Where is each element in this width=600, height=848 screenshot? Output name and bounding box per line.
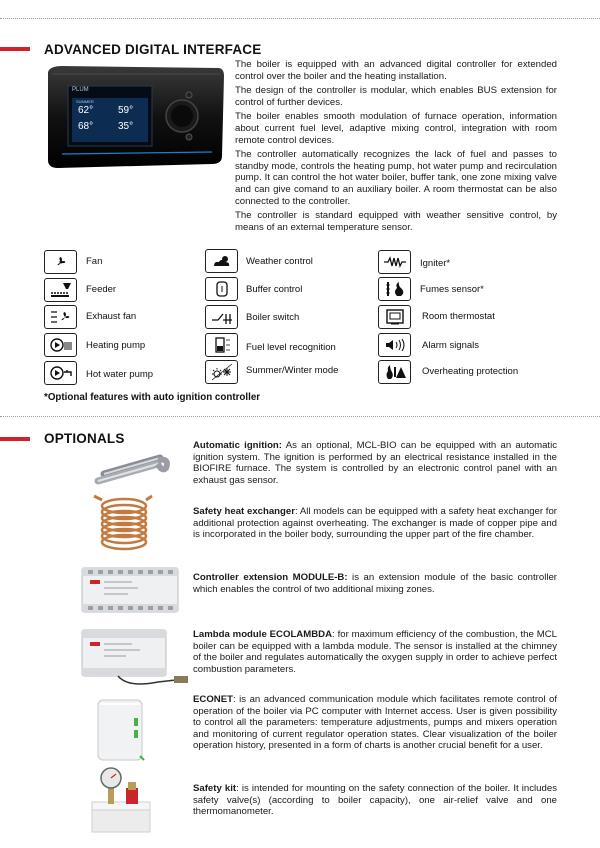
exhaust-fan-icon xyxy=(44,305,77,329)
module-b-image xyxy=(78,564,182,616)
icon-label-fumes-sensor: Fumes sensor* xyxy=(420,284,484,295)
icon-label-igniter: Igniter* xyxy=(420,258,451,269)
fumes-sensor-icon xyxy=(378,277,411,301)
optional-text: : for maximum efficiency of the combustion, the MCL boiler can be equipped with a lambda module. The sensor is installed at the chimney of the boiler and regulates automatically the oxygen supply in order to achieve perfect combustion parameters. xyxy=(193,629,557,675)
display-mode: SUMMER xyxy=(76,99,94,104)
icon-label-alarm-signals: Alarm signals xyxy=(422,340,480,351)
fan-icon xyxy=(44,250,77,274)
weather-control-icon xyxy=(205,249,238,273)
safety-kit-image xyxy=(88,766,154,836)
fuel-level-icon xyxy=(205,333,238,357)
icon-label-summer-winter: Summer/Winter mode xyxy=(246,365,339,376)
optional-heading: Controller extension MODULE-B: xyxy=(193,572,348,583)
footnote: *Optional features with auto ignition controller xyxy=(44,392,261,403)
optional-text: : is an advanced communication module which facilitates remote control of operation of the boiler via PC computer with Internet access. User is given possibility to control all the parameters: temperature adjustments, pumps and mixers operation and monitoring of current regulator operation states. Clear visualization of the boiler operation history, presented in a form of charts is another crucial benefit for a user. xyxy=(193,694,557,752)
feeder-icon xyxy=(44,278,77,302)
paragraph: The design of the controller is modular, which enables BUS extension for control of further devices. xyxy=(235,85,557,108)
ignition-resistance-image xyxy=(88,448,178,488)
controller-brand: PLUM xyxy=(72,87,89,93)
optional-ecolambda xyxy=(193,629,557,675)
optional-heading: Automatic ignition: xyxy=(193,440,282,451)
hot-water-pump-icon xyxy=(44,361,77,385)
optional-heading: Safety heat exchanger xyxy=(193,506,295,517)
alarm-signals-icon xyxy=(378,333,411,357)
display-temp-4: 35° xyxy=(118,121,134,132)
optional-safety-kit xyxy=(193,783,557,818)
optional-text: is an extension module of the basic controller which enables the control of two additional mixing zones. xyxy=(193,572,557,595)
display-temp-3: 68° xyxy=(78,121,94,132)
icon-label-boiler-switch: Boiler switch xyxy=(246,312,300,323)
optional-heading: Lambda module ECOLAMBDA xyxy=(193,629,333,640)
icon-label-heating-pump: Heating pump xyxy=(86,340,146,351)
paragraph: The boiler enables smooth modulation of furnace operation, information about current fuel level, adaptive mixing control, integration with room remote control devices. xyxy=(235,111,557,146)
display-temp-2: 59° xyxy=(118,105,134,116)
summer-winter-icon xyxy=(205,360,238,384)
optional-automatic-ignition xyxy=(193,440,557,486)
optional-text: As an optional, MCL-BIO can be equipped with an automatic ignition system. The ignition is performed by an electrical resistance installed in the BIOFIRE furnace. The system is controlled by an electronic control panel with an exhaust gas sensor. xyxy=(193,440,557,486)
top-divider xyxy=(0,18,600,19)
buffer-control-icon xyxy=(205,277,238,301)
optional-text: : is intended for mounting on the safety connection of the boiler. It includes safety valve(s) (according to boiler capacity), one air-relief valve and one thermomanometer. xyxy=(193,783,557,818)
icon-label-overheating-protection: Overheating protection xyxy=(422,366,519,377)
optional-text: : All models can be equipped with a safety heat exchanger for additional protection against overheating. The exchanger is made of copper pipe and is incorporated in the boiler body, surrounding the upper part of the fire chamber. xyxy=(193,506,557,541)
icon-label-feeder: Feeder xyxy=(86,284,117,295)
paragraph: The controller automatically recognizes the lack of fuel and passes to standby mode, controls the heating pump, hot water pump and recirculation pump. It can control the hot water boiler, buffer tank, one zone mixing valve and can give comand to an auxiliary boiler. A room thermostat can be also connected to the controller. xyxy=(235,149,557,207)
icon-label-room-thermostat: Room thermostat xyxy=(422,311,495,322)
section-title-optionals: OPTIONALS xyxy=(44,431,125,446)
optional-econet xyxy=(193,694,557,752)
heating-pump-icon xyxy=(44,333,77,357)
heat-exchanger-image xyxy=(86,492,158,554)
icon-label-exhaust-fan: Exhaust fan xyxy=(86,311,137,322)
econet-image xyxy=(90,696,150,766)
section-title-interface: ADVANCED DIGITAL INTERFACE xyxy=(44,42,262,57)
interface-description xyxy=(235,59,557,236)
optional-module-b xyxy=(193,572,557,595)
optional-heading: ECONET xyxy=(193,694,233,705)
optional-safety-heat-exchanger xyxy=(193,506,557,541)
optional-heading: Safety kit xyxy=(193,783,237,794)
icon-label-weather-control: Weather control xyxy=(246,256,313,267)
overheating-protection-icon xyxy=(378,360,411,384)
icon-label-buffer-control: Buffer control xyxy=(246,284,303,295)
display-temp-1: 62° xyxy=(78,105,94,116)
icon-label-fuel-level: Fuel level recognition xyxy=(246,342,336,353)
paragraph: The controller is standard equipped with weather sensitive control, by means of an external temperature sensor. xyxy=(235,210,557,233)
room-thermostat-icon xyxy=(378,305,411,329)
section-marker xyxy=(0,437,30,441)
boiler-switch-icon xyxy=(205,305,238,329)
icon-label-fan: Fan xyxy=(86,256,103,267)
ecolambda-image xyxy=(78,628,190,690)
section-marker xyxy=(0,47,30,51)
icon-label-hot-water-pump: Hot water pump xyxy=(86,369,154,380)
paragraph: The boiler is equipped with an advanced digital controller for extended control over the boiler and the heating installation. xyxy=(235,59,557,82)
controller-image xyxy=(42,64,226,170)
section-divider xyxy=(0,416,600,417)
igniter-icon xyxy=(378,250,411,274)
